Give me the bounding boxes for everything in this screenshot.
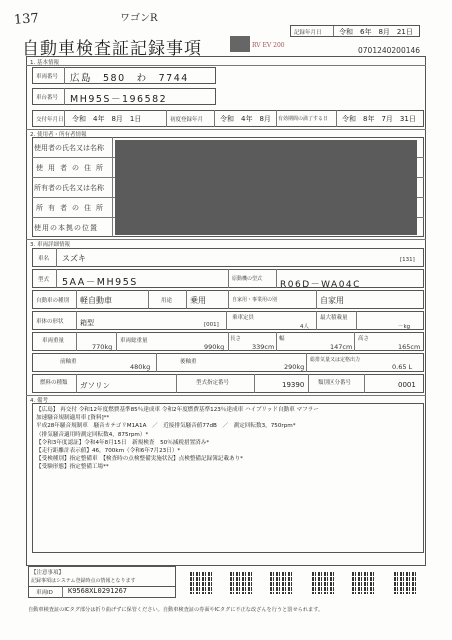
reg-no-label: 車両番号	[36, 74, 59, 80]
qr-code-icon	[230, 572, 252, 594]
remarks-box	[32, 403, 424, 553]
delivery-date: 令和 4年 8月 1日	[72, 115, 142, 123]
notes-heading: 【注意事項】	[31, 570, 65, 576]
document-number: 0701240200146	[358, 46, 421, 55]
vin-label: 車台番号	[36, 95, 59, 101]
delivery-label: 交付年月日	[36, 117, 64, 123]
width-label: 幅	[279, 336, 285, 342]
section3-heading: 3. 車両詳細情報	[30, 242, 70, 248]
type-no-label: 型式指定番号	[196, 380, 230, 386]
page-title: 自動車検査証記録事項	[22, 39, 202, 59]
weight: 770kg	[92, 343, 113, 351]
weight-label: 車両重量	[42, 338, 65, 344]
max-load: －kg	[398, 324, 411, 330]
height: 165cm	[398, 343, 421, 351]
title-redaction	[230, 36, 250, 52]
reg-no: 広島 580 わ 7744	[70, 73, 189, 84]
height-label: 高さ	[358, 336, 370, 342]
expiry-label: 有効期間の満了する日	[278, 116, 329, 122]
class-no-label: 類別区分番号	[318, 380, 352, 386]
notes-text: 記録事項はシステム登録時点の情報となります	[31, 578, 136, 584]
model-label: 型式	[38, 277, 50, 283]
kind-label: 自動車の種別	[36, 298, 70, 304]
gross-label: 車両総重量	[120, 338, 148, 344]
use-label: 用途	[161, 298, 173, 304]
remark-line: 加速騒音規制適用車 [資料]**	[36, 415, 110, 422]
remark-line: 【広島】 再交付 令和12年度燃費基準85％達成車 令和2年度燃費基準123％達成車 ハイブリッド自動車 マフラー	[36, 407, 319, 413]
length: 339cm	[252, 343, 275, 351]
kind: 軽自動車	[80, 296, 112, 305]
model: 5AA－MH95S	[62, 277, 138, 288]
remark-line: （排気騒音適用時測定回転数4，875rpm）*	[36, 431, 149, 438]
fuel: ガソリン	[80, 381, 110, 390]
section4-heading: 4. 備考	[30, 398, 48, 404]
width: 147cm	[330, 343, 353, 351]
maker-code: [131]	[400, 257, 415, 263]
record-date: 令和 6年 8月 21日	[339, 28, 413, 36]
type-no: 19390	[282, 381, 305, 389]
displacement: 0.65 L	[392, 363, 413, 371]
max-load-label: 最大積載量	[320, 315, 348, 321]
class-no: 0001	[398, 381, 416, 389]
owner-redaction	[115, 140, 417, 235]
section1-heading: 1. 基本情報	[30, 60, 59, 66]
handwritten-model-name: ワゴンR	[120, 13, 158, 24]
shape-code: [001]	[204, 322, 219, 328]
qr-code-icon	[312, 572, 334, 594]
front-axle: 480kg	[130, 363, 151, 371]
handwritten-number: 137	[13, 11, 40, 28]
length-label: 長さ	[230, 336, 242, 342]
user-address-label: 使用者の住所	[36, 164, 108, 172]
capacity: 4人	[300, 324, 309, 330]
remark-line: 【受験形態】指定整備工場**	[36, 464, 109, 471]
base-location-label: 使用の本拠の位置	[34, 224, 98, 232]
remark-line: 【受検種別】指定整備車 【検査時の点検整備実施状況】点検整備記録簿記載あり*	[36, 456, 243, 463]
engine-label: 原動機の型式	[232, 276, 263, 282]
capacity-label: 乗車定員	[232, 315, 255, 321]
qr-code-icon	[352, 572, 374, 594]
displacement-label: 総排気量又は定格出力	[310, 357, 361, 363]
gross: 990kg	[204, 343, 225, 351]
qr-code-icon	[270, 572, 292, 594]
owner-address-label: 所有者の住所	[36, 204, 108, 212]
qr-code-icon	[190, 572, 212, 594]
section2-heading: 2. 使用者・所有者情報	[30, 132, 87, 138]
remark-line: 【令和3年度認証】令和4年8月15日 新規検査 50％減税措置済み*	[36, 439, 210, 446]
rear-axle-label: 後軸重	[180, 359, 197, 365]
fuel-label: 燃料の種類	[40, 380, 68, 386]
maker: スズキ	[62, 254, 86, 263]
front-axle-label: 前軸重	[60, 359, 77, 365]
owner-name-label: 所有者の氏名又は名称	[34, 184, 104, 192]
remark-line: 【走行距離計表示値】46，700km（令和6年7月23日）*	[36, 448, 181, 455]
user-name-label: 使用者の氏名又は名称	[34, 144, 104, 152]
shape-label: 車体の形状	[36, 319, 64, 325]
maker-label: 車名	[38, 256, 50, 262]
remark-line: 平成28年騒音規制車 騒音カテゴリM1A1A ／ 近接排気騒音値77dB ／ 測定回転数3，750rpm*	[36, 423, 296, 430]
use: 乗用	[190, 296, 206, 305]
first-reg-label: 初度登録年月	[170, 117, 204, 123]
shape: 箱型	[80, 319, 94, 327]
footnote: 自動車検査証のICタグ部分は折り曲げずに保管ください。自動車検査証の券面やICタグに不正な改ざんを行うと罰せられます。	[28, 607, 324, 613]
pen-annotation: RV EV 200	[252, 42, 285, 49]
engine: R06D－WA04C	[280, 280, 361, 290]
record-date-label: 記録年月日	[294, 30, 322, 36]
expiry-date: 令和 8年 7月 31日	[342, 115, 416, 123]
rear-axle: 290kg	[284, 363, 305, 371]
vin: MH95S－196582	[70, 94, 168, 105]
biz-label: 自家用・事業用の別	[232, 297, 278, 303]
biz: 自家用	[320, 296, 344, 305]
car-id: K9568XL0291267	[68, 587, 128, 595]
car-id-label: 車両ID	[36, 590, 53, 596]
record-date-box	[290, 25, 420, 37]
first-reg: 令和 4年 8月	[220, 115, 271, 123]
qr-code-icon	[394, 572, 416, 594]
